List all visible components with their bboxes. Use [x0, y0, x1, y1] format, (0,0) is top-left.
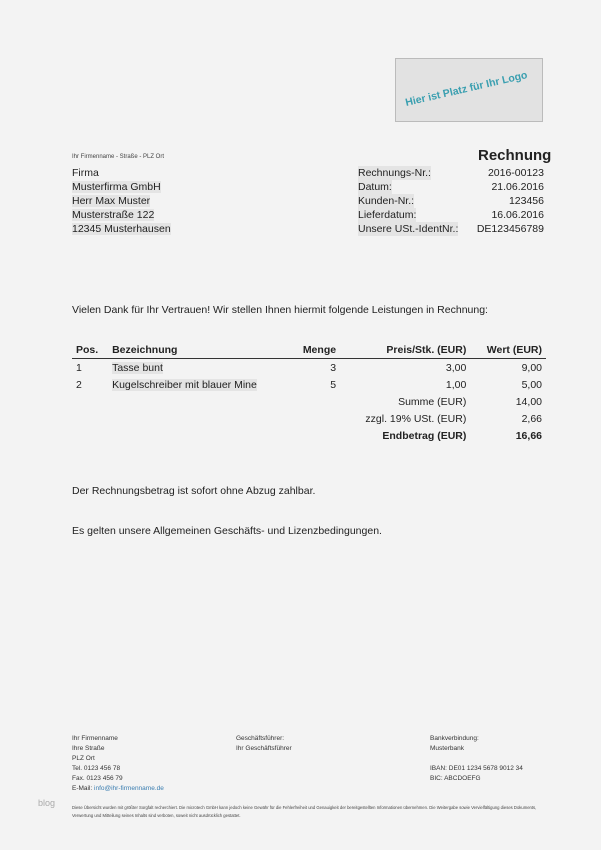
meta-value: 123456	[508, 195, 544, 207]
meta-label: Unsere USt.-IdentNr.:	[358, 223, 459, 235]
invoice-meta	[358, 166, 544, 236]
footer-line: Ihr Firmenname	[72, 735, 118, 742]
meta-value: 2016-00123	[487, 167, 544, 179]
footer-line: IBAN: DE01 1234 5678 9012 34	[430, 765, 523, 772]
footer-line: Bankverbindung:	[430, 735, 479, 742]
table-cell: 3,00	[445, 361, 467, 374]
meta-row	[358, 180, 544, 194]
meta-label: Datum:	[358, 181, 392, 193]
meta-row	[358, 166, 544, 180]
total-value: 2,66	[521, 412, 542, 425]
recipient-text: Musterstraße 122	[72, 209, 155, 221]
meta-value: DE123456789	[476, 223, 544, 235]
meta-label: Rechnungs-Nr.:	[358, 167, 431, 179]
total-value: 14,00	[515, 395, 542, 408]
recipient-address	[72, 166, 171, 236]
table-cell: 2	[76, 378, 82, 391]
column-header: Pos.	[72, 341, 108, 359]
footer-management	[236, 734, 292, 754]
disclaimer: Diese Übersicht wurden mit größter Sorgfalt recherchiert. Die microtech GmbH kann jedoch keine Gewähr für die Fehlerfreiheit und Genauigkeit der bereitgestellten Informationen übernehmen. Die Weitergabe sowie Vervielfältigung dieses Dokuments, Verwertung und Mitteilung seines Inhalts sind verboten, soweit nicht ausdrücklich gestattet.	[72, 805, 537, 818]
item-name: Kugelschreiber mit blauer Mine	[112, 378, 257, 391]
recipient-text: 12345 Musterhausen	[72, 223, 171, 235]
total-label: zzgl. 19% USt. (EUR)	[365, 412, 467, 425]
footer-line: Geschäftsführer:	[236, 735, 285, 742]
table-row	[72, 376, 546, 393]
table-cell: 5,00	[521, 378, 542, 391]
email-link[interactable]: info@ihr-firmenname.de	[94, 785, 164, 792]
meta-label: Lieferdatum:	[358, 209, 417, 221]
meta-value: 16.06.2016	[491, 209, 544, 221]
footer-line: Tel. 0123 456 78	[72, 765, 121, 772]
payment-note: Der Rechnungsbetrag ist sofort ohne Abzug zahlbar.	[72, 485, 316, 497]
spacer	[72, 410, 340, 427]
total-label: Endbetrag (EUR)	[382, 429, 467, 442]
spacer	[72, 393, 340, 410]
total-row	[72, 427, 546, 444]
items-table	[72, 341, 546, 444]
logo-text: Hier ist Platz für Ihr Logo	[404, 69, 529, 109]
spacer	[72, 427, 340, 444]
table-cell: 9,00	[521, 361, 542, 374]
item-name: Tasse bunt	[112, 361, 163, 374]
column-header: Bezeichnung	[108, 341, 291, 359]
table-cell: 1,00	[445, 378, 467, 391]
footer-line: BIC: ABCDOEFG	[430, 775, 481, 782]
footer-line: PLZ Ort	[72, 755, 95, 762]
total-label: Summe (EUR)	[398, 395, 467, 408]
table-cell	[108, 376, 291, 393]
column-header: Wert (EUR)	[470, 341, 546, 359]
column-header: Preis/Stk. (EUR)	[340, 341, 470, 359]
intro-text: Vielen Dank für Ihr Vertrauen! Wir stellen Ihnen hiermit folgende Leistungen in Rechnung:	[72, 304, 488, 316]
document-title: Rechnung	[478, 147, 552, 164]
footer-line: Ihr Geschäftsführer	[236, 745, 292, 752]
total-value: 16,66	[515, 429, 542, 442]
recipient-line	[72, 166, 171, 180]
total-row	[72, 410, 546, 427]
meta-row	[358, 222, 544, 236]
terms-note: Es gelten unsere Allgemeinen Geschäfts- und Lizenzbedingungen.	[72, 525, 382, 537]
footer-company	[72, 734, 164, 794]
recipient-line	[72, 180, 171, 194]
meta-value: 21.06.2016	[491, 181, 544, 193]
footer-line: Ihre Straße	[72, 745, 105, 752]
email-label: E-Mail:	[72, 785, 95, 792]
total-row	[72, 393, 546, 410]
meta-row	[358, 208, 544, 222]
recipient-line	[72, 194, 171, 208]
table-cell: 5	[330, 378, 337, 391]
table-cell: 1	[76, 361, 82, 374]
meta-label: Kunden-Nr.:	[358, 195, 415, 207]
table-cell	[108, 359, 291, 377]
footer-bank	[430, 734, 523, 784]
table-row	[72, 359, 546, 377]
recipient-text: Firma	[72, 167, 99, 179]
table-cell: 3	[330, 361, 337, 374]
recipient-text: Herr Max Muster	[72, 195, 151, 207]
footer-line: Fax. 0123 456 79	[72, 775, 123, 782]
column-header: Menge	[291, 341, 340, 359]
footer-line: Musterbank	[430, 745, 464, 752]
recipient-line	[72, 222, 171, 236]
watermark: blog	[38, 798, 56, 808]
sender-line: Ihr Firmenname - Straße - PLZ Ort	[72, 154, 165, 160]
meta-row	[358, 194, 544, 208]
recipient-text: Musterfirma GmbH	[72, 181, 161, 193]
recipient-line	[72, 208, 171, 222]
footer-line	[430, 754, 523, 764]
logo-placeholder	[395, 58, 543, 122]
